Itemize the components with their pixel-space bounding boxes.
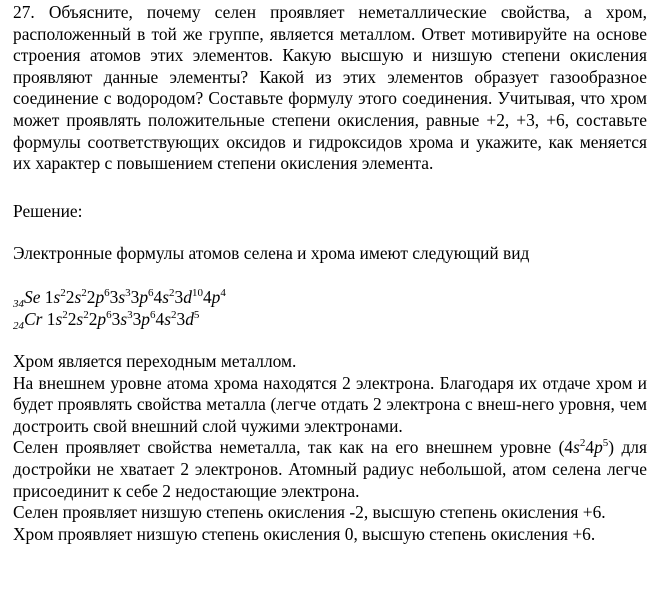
shell-coefficient: 4 — [155, 308, 165, 329]
solution-intro: Электронные формулы атомов селена и хрома имеют следующий вид — [13, 243, 530, 264]
p3-formula: $4s^24p^5$ — [564, 437, 609, 458]
orbital-letter: d — [185, 308, 194, 329]
paragraph-chromium-outer: На внешнем уровне атома хрома находятся 2 электрона. Благодаря их отдаче хром и будет проявлять свойства металла (легче отдать 2 электрона с внеш-него уровня, чем достроить свой внешний слой чужими электронами. — [13, 372, 647, 436]
shell-coefficient: 4 — [153, 286, 163, 307]
electron-count: 10 — [191, 286, 203, 299]
paragraph-selenium-oxidation: Селен проявляет низшую степень окисления -2, высшую степень окисления +6. — [13, 502, 606, 523]
p3-text-before: Селен проявляет свойства неметалла, так как на его внешнем уровне ( — [13, 437, 565, 458]
orbital-letter: s — [53, 286, 61, 307]
electron-count: 5 — [193, 308, 200, 321]
shell-coefficient: 2 — [65, 286, 75, 307]
orbital-letter: p — [211, 286, 221, 307]
shell-coefficient: 2 — [88, 308, 98, 329]
orbital-letter: s — [164, 308, 171, 329]
electron-count: 2 — [170, 308, 177, 321]
shell-coefficient: 3 — [132, 308, 142, 329]
electron-formulas — [13, 286, 647, 330]
cr-config — [47, 309, 200, 329]
electron-count: 2 — [62, 308, 68, 321]
electron-count: 2 — [83, 308, 89, 321]
se-config — [45, 287, 226, 307]
shell-coefficient: 3 — [176, 308, 186, 329]
shell-coefficient: 3 — [130, 286, 140, 307]
orbital-letter: s — [118, 286, 126, 307]
orbital-letter: s — [76, 308, 84, 329]
formula-chromium — [13, 308, 647, 330]
orbital-letter: s — [55, 308, 63, 329]
electron-count: 3 — [127, 308, 133, 321]
shell-coefficient: 3 — [174, 286, 184, 307]
electron-count: 2 — [169, 286, 175, 299]
orbital-letter: p — [141, 308, 150, 329]
paragraph-selenium-nonmetal — [13, 437, 647, 502]
shell-coefficient: 1 — [46, 308, 56, 329]
orbital-letter: p — [139, 286, 149, 307]
task-paragraph: 27. Объясните, почему селен проявляет неметаллические свойства, а хром, расположенный в той же группе, является металлом. Ответ мотивируйте на основе строения атомов этих элементов. Какую высшую и низшую степени окисления проявляют данные элементы? Какой из этих элементов образует газообразное соединение с водородом? Составьте формулу этого соединения. Учитывая, что хром может проявлять положительные степени окисления, равные +2, +3, +6, составьте формулы соответствующих оксидов и гидроксидов хрома и укажите, как меняется их характер с повышением степени окисления элемента. — [13, 2, 647, 174]
cr-atomic-number: 24 — [13, 319, 24, 332]
electron-count: 6 — [150, 308, 156, 321]
orbital-letter: s — [74, 286, 82, 307]
shell-coefficient: 4 — [202, 286, 212, 307]
electron-count: 6 — [106, 308, 112, 321]
shell-coefficient: 3 — [109, 286, 119, 307]
electron-count: 4 — [220, 286, 226, 299]
orbital-letter: s — [120, 308, 128, 329]
cr-symbol: Cr — [24, 308, 43, 329]
solution-heading: Решение: — [13, 200, 83, 221]
shell-coefficient: 3 — [111, 308, 121, 329]
electron-count: 6 — [148, 286, 154, 299]
paragraph-transition-metal: Хром является переходным металлом. — [13, 350, 297, 371]
se-atomic-number: 34 — [13, 297, 24, 310]
orbital-letter: p — [95, 286, 105, 307]
shell-coefficient: 2 — [86, 286, 96, 307]
electron-count: 6 — [104, 286, 110, 299]
paragraph-chromium-oxidation: Хром проявляет низшую степень окисления 0, высшую степень окисления +6. — [13, 523, 596, 544]
electron-count: 2 — [60, 286, 66, 299]
shell-coefficient: 2 — [67, 308, 77, 329]
electron-count: 3 — [125, 286, 131, 299]
orbital-letter: p — [97, 308, 107, 329]
orbital-letter: s — [162, 286, 170, 307]
shell-coefficient: 1 — [44, 286, 54, 307]
orbital-letter: d — [183, 286, 192, 307]
se-symbol: Se — [24, 286, 41, 307]
p3-text-after: ) для достройки не хватает 2 электронов. Атомный радиус небольшой, атом селена легче присоединит к себе 2 недостающие электрона. — [13, 437, 647, 501]
electron-count: 2 — [81, 286, 87, 299]
formula-selenium — [13, 286, 647, 308]
